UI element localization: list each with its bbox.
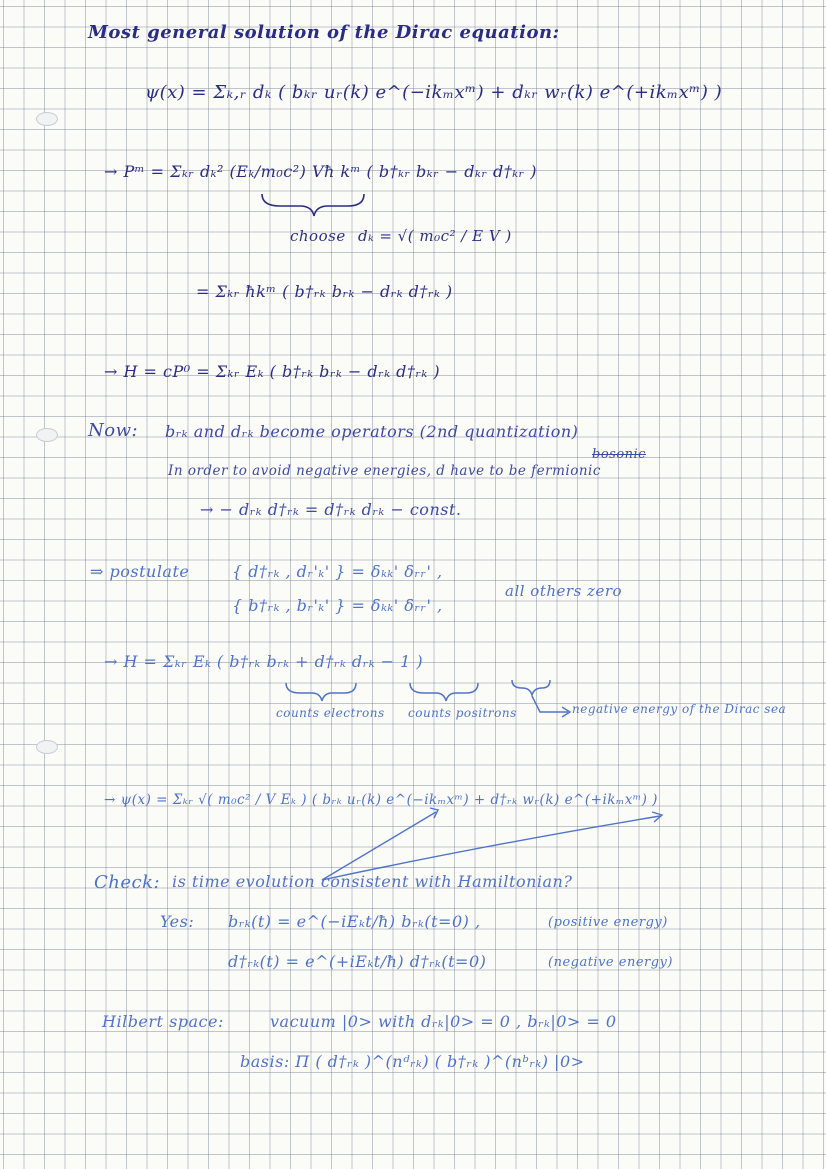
hilbert-label: Hilbert space: xyxy=(102,1012,224,1031)
yes-label: Yes: xyxy=(160,912,195,931)
vacuum-text: vacuum |0> with dᵣₖ|0> = 0 , bᵣₖ|0> = 0 xyxy=(270,1012,617,1031)
evolution-d: d†ᵣₖ(t) = e^(+iEₖt/ħ) d†ᵣₖ(t=0) xyxy=(228,952,487,971)
counts-positrons-note: counts positrons xyxy=(408,706,517,720)
negative-energy-evolution-note: (negative energy) xyxy=(548,955,673,970)
struck-word: bosonic xyxy=(592,447,646,462)
choose-label: choose xyxy=(290,227,346,245)
check-arrow-right xyxy=(322,816,660,880)
now-label: Now: xyxy=(88,420,139,441)
basis-text: basis: Π ( d†ᵣₖ )^(nᵈᵣₖ) ( b†ᵣₖ )^(nᵇᵣₖ) |0> xyxy=(240,1052,585,1071)
check-label: Check: xyxy=(94,872,161,893)
now-text: bᵣₖ and dᵣₖ become operators (2nd quantization) xyxy=(165,422,579,441)
positive-energy-note: (positive energy) xyxy=(548,915,668,930)
counts-electrons-note: counts electrons xyxy=(276,706,385,720)
underbrace-minus-one xyxy=(512,680,550,695)
all-others-zero: all others zero xyxy=(505,582,623,600)
negative-energy-note: negative energy of the Dirac sea xyxy=(572,702,787,716)
arrow-dirac-sea xyxy=(532,696,568,712)
page-heading: Most general solution of the Dirac equation: xyxy=(88,22,560,43)
momentum-equation: → Pᵐ = Σₖᵣ dₖ² (Eₖ/m₀c²) Vħ kᵐ ( b†ₖᵣ bₖᵣ − dₖᵣ d†ₖᵣ ) xyxy=(104,162,537,181)
check-arrow-left xyxy=(322,812,436,880)
underbrace-positrons xyxy=(410,683,478,701)
choose-formula: dₖ = √( m₀c² / E V ) xyxy=(358,227,512,245)
hamiltonian-new: → H = Σₖᵣ Eₖ ( b†ᵣₖ bᵣₖ + d†ᵣₖ dᵣₖ − 1 ) xyxy=(104,652,424,671)
underbrace-choose xyxy=(262,194,364,216)
evolution-b: bᵣₖ(t) = e^(−iEₖt/ħ) bᵣₖ(t=0) , xyxy=(228,912,481,931)
minus-relation: → − dᵣₖ d†ᵣₖ = d†ᵣₖ dᵣₖ − const. xyxy=(200,500,462,519)
psi-final-equation: → ψ(x) = Σₖᵣ √( m₀c² / V Eₖ ) ( bᵣₖ uᵣ(k) e^(−ikₘxᵐ) + d†ᵣₖ wᵣ(k) e^(+ikₘxᵐ) ) xyxy=(104,792,658,808)
underbrace-electrons xyxy=(286,683,356,701)
hamiltonian-equation: → H = cP⁰ = Σₖᵣ Eₖ ( b†ᵣₖ bᵣₖ − dᵣₖ d†ᵣₖ ) xyxy=(104,362,441,381)
momentum-result: = Σₖᵣ ħkᵐ ( b†ᵣₖ bᵣₖ − dᵣₖ d†ᵣₖ ) xyxy=(196,282,453,301)
psi-equation: ψ(x) = Σₖ,ᵣ dₖ ( bₖᵣ uᵣ(k) e^(−ikₘxᵐ) + dₖᵣ wᵣ(k) e^(+ikₘxᵐ) ) xyxy=(145,82,723,103)
anticommutator-b: { b†ᵣₖ , bᵣ'ₖ' } = δₖₖ' δᵣᵣ' , xyxy=(232,596,443,615)
postulate-label: ⇒ postulate xyxy=(90,562,190,581)
check-text: is time evolution consistent with Hamiltonian? xyxy=(172,872,573,891)
order-text: In order to avoid negative energies, d have to be fermionic xyxy=(168,463,601,479)
anticommutator-d: { d†ᵣₖ , dᵣ'ₖ' } = δₖₖ' δᵣᵣ' , xyxy=(232,562,443,581)
